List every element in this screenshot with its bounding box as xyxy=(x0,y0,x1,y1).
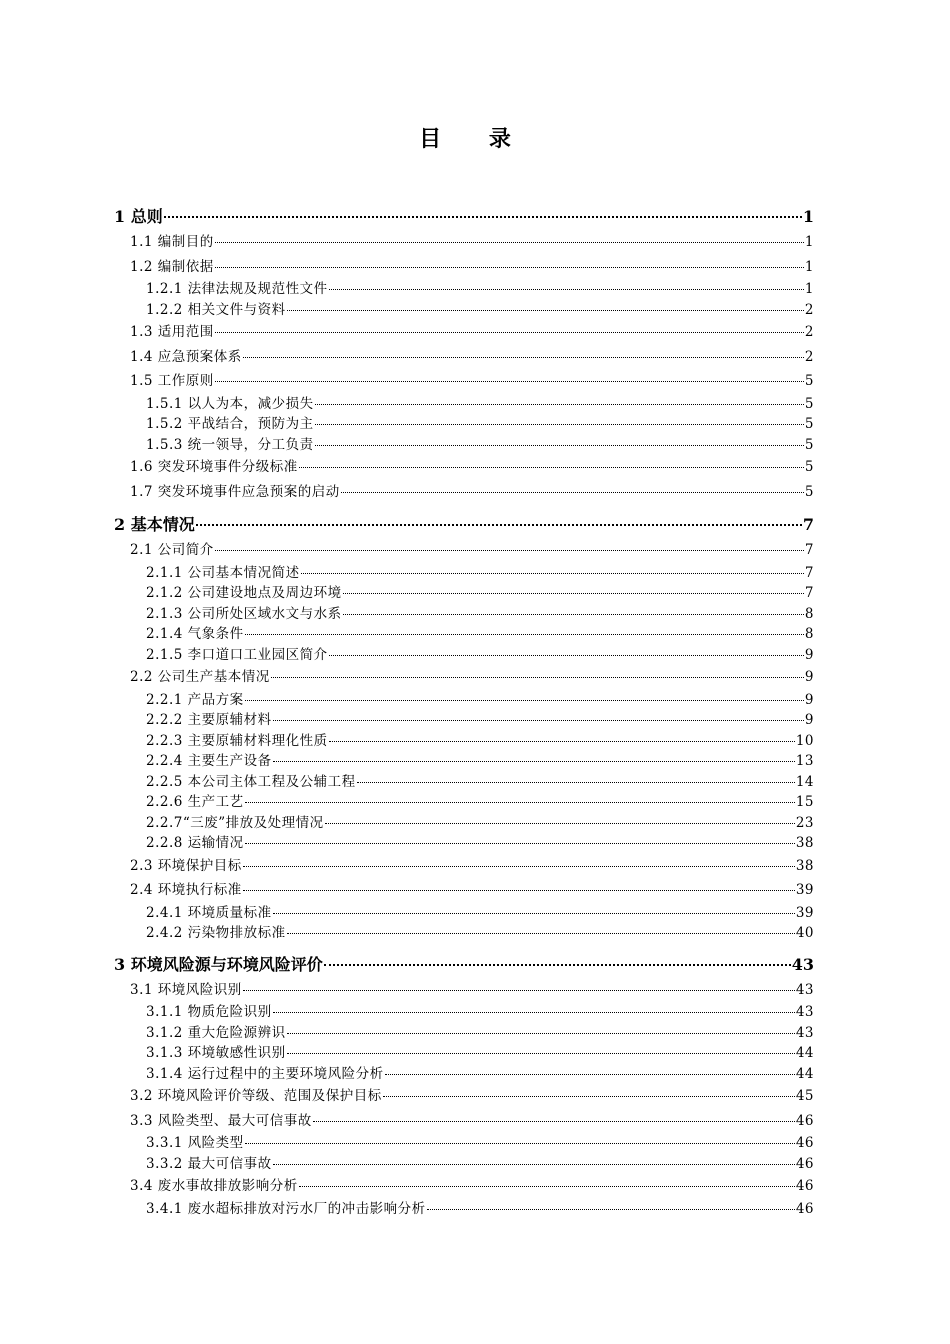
toc-page-number: 5 xyxy=(804,436,814,453)
toc-entry-level-1[interactable] xyxy=(114,952,814,978)
toc-page-number: 9 xyxy=(804,691,814,708)
toc-entry-title: 1.5.1 以人为本，减少损失 xyxy=(146,395,314,412)
toc-entry-title: 3 环境风险源与环境风险评价 xyxy=(114,954,323,974)
toc-dot-leader xyxy=(271,677,804,678)
toc-entry-level-2[interactable] xyxy=(114,1084,814,1109)
toc-page-number: 8 xyxy=(804,626,814,642)
toc-page-number: 43 xyxy=(791,954,814,974)
toc-page-number: 13 xyxy=(795,753,814,769)
toc-entry-level-3[interactable] xyxy=(114,604,814,625)
toc-entry-level-3[interactable] xyxy=(114,300,814,321)
toc-page-number: 5 xyxy=(804,395,814,412)
toc-entry-title: 1.5 工作原则 xyxy=(130,373,214,389)
toc-entry-level-2[interactable] xyxy=(114,1109,814,1134)
toc-entry-level-3[interactable] xyxy=(114,813,814,834)
toc-entry-level-3[interactable] xyxy=(114,772,814,793)
toc-page-number: 43 xyxy=(795,1004,814,1020)
toc-entry-level-2[interactable] xyxy=(114,480,814,505)
toc-dot-leader xyxy=(245,802,795,803)
toc-entry-level-3[interactable] xyxy=(114,1154,814,1175)
toc-entry-title: 2.2.4 主要生产设备 xyxy=(146,753,272,769)
toc-entry-level-2[interactable] xyxy=(114,538,814,563)
toc-entry-level-3[interactable] xyxy=(114,279,814,300)
toc-dot-leader xyxy=(329,655,804,656)
toc-dot-leader xyxy=(245,1143,795,1144)
toc-dot-leader xyxy=(299,1186,795,1187)
toc-entry-title: 3.3.2 最大可信事故 xyxy=(146,1155,272,1172)
toc-dot-leader xyxy=(215,332,804,333)
toc-dot-leader xyxy=(273,1012,795,1013)
toc-page-number: 1 xyxy=(802,207,814,226)
toc-dot-leader xyxy=(325,823,795,824)
toc-dot-leader xyxy=(287,1033,795,1034)
toc-dot-leader xyxy=(215,381,804,382)
toc-dot-leader xyxy=(164,216,802,218)
toc-entry-title: 1.5.3 统一领导，分工负责 xyxy=(146,436,314,453)
toc-page-number: 2 xyxy=(804,348,814,365)
toc-entry-title: 3.1.2 重大危险源辨识 xyxy=(146,1024,286,1041)
toc-entry-level-3[interactable] xyxy=(114,731,814,752)
toc-page-number: 7 xyxy=(804,564,814,581)
toc-entry-title: 2.2.5 本公司主体工程及公辅工程 xyxy=(146,773,356,790)
toc-entry-level-1[interactable] xyxy=(114,204,814,230)
toc-entry-level-3[interactable] xyxy=(114,1023,814,1044)
toc-page-number: 1 xyxy=(804,281,814,297)
toc-page-number: 7 xyxy=(804,542,814,558)
toc-entry-level-3[interactable] xyxy=(114,435,814,456)
toc-entry-level-2[interactable] xyxy=(114,854,814,879)
toc-entry-title: 1.2 编制依据 xyxy=(130,258,214,275)
toc-dot-leader xyxy=(329,289,804,290)
toc-entry-title: 2.1 公司简介 xyxy=(130,542,214,558)
toc-entry-level-3[interactable] xyxy=(114,710,814,731)
toc-entry-level-2[interactable] xyxy=(114,320,814,345)
toc-page-number: 39 xyxy=(795,882,814,898)
toc-page-number: 44 xyxy=(795,1045,814,1061)
toc-entry-title: 2.2.2 主要原辅材料 xyxy=(146,712,272,728)
toc-page-number: 14 xyxy=(795,773,814,790)
toc-dot-leader xyxy=(385,1074,795,1075)
toc-entry-level-2[interactable] xyxy=(114,255,814,280)
toc-page-number: 5 xyxy=(804,416,814,432)
toc-dot-leader xyxy=(315,404,804,405)
toc-entry-title: 1.4 应急预案体系 xyxy=(130,348,242,365)
toc-entry-title: 1.6 突发环境事件分级标准 xyxy=(130,459,298,475)
toc-entry-level-2[interactable] xyxy=(114,978,814,1003)
toc-page-number: 38 xyxy=(795,857,814,874)
toc-page-number: 7 xyxy=(802,515,814,534)
toc-dot-leader xyxy=(313,1121,795,1122)
toc-page-number: 46 xyxy=(795,1178,814,1194)
toc-entry-level-3[interactable] xyxy=(114,583,814,604)
toc-page-number: 5 xyxy=(804,483,814,500)
toc-entry-title: 1.2.2 相关文件与资料 xyxy=(146,301,286,318)
toc-page-number: 38 xyxy=(795,835,814,851)
toc-entry-level-3[interactable] xyxy=(114,414,814,435)
toc-entry-title: 3.4 废水事故排放影响分析 xyxy=(130,1178,298,1194)
toc-dot-leader xyxy=(243,357,804,358)
toc-page-number: 46 xyxy=(795,1200,814,1217)
toc-dot-leader xyxy=(245,700,804,701)
toc-entry-level-2[interactable] xyxy=(114,1174,814,1199)
toc-dot-leader xyxy=(299,467,804,468)
toc-page-number: 5 xyxy=(804,373,814,389)
toc-entry-level-2[interactable] xyxy=(114,345,814,370)
toc-dot-leader xyxy=(243,890,795,891)
toc-dot-leader xyxy=(273,720,804,721)
toc-dot-leader xyxy=(315,445,804,446)
toc-page-number: 10 xyxy=(795,732,814,749)
toc-entry-title: 3.1.4 运行过程中的主要环境风险分析 xyxy=(146,1065,384,1082)
toc-page-number: 43 xyxy=(795,1024,814,1041)
toc-entry-title: 1.2.1 法律法规及规范性文件 xyxy=(146,281,328,297)
toc-entry-title: 2.1.5 李口道口工业园区简介 xyxy=(146,646,328,663)
toc-dot-leader xyxy=(324,964,791,966)
toc-entry-level-3[interactable] xyxy=(114,394,814,415)
toc-entry-level-3[interactable] xyxy=(114,1133,814,1154)
toc-dot-leader xyxy=(383,1096,795,1097)
toc-entry-level-2[interactable] xyxy=(114,369,814,394)
toc-entry-level-3[interactable] xyxy=(114,624,814,645)
toc-entry-level-3[interactable] xyxy=(114,690,814,711)
toc-entry-level-3[interactable] xyxy=(114,751,814,772)
toc-page-number: 46 xyxy=(795,1135,814,1151)
table-of-contents xyxy=(114,204,814,1219)
toc-entry-title: 2.4.2 污染物排放标准 xyxy=(146,925,286,941)
toc-dot-leader xyxy=(287,933,795,934)
toc-entry-title: 2 基本情况 xyxy=(114,515,195,534)
toc-entry-level-1[interactable] xyxy=(114,512,814,538)
toc-entry-level-3[interactable] xyxy=(114,833,814,854)
toc-entry-title: 3.3 风险类型、最大可信事故 xyxy=(130,1112,312,1129)
toc-dot-leader xyxy=(243,990,795,991)
toc-dot-leader xyxy=(196,524,802,526)
toc-page-number: 9 xyxy=(804,646,814,663)
toc-page-number: 9 xyxy=(804,712,814,728)
toc-dot-leader xyxy=(329,741,795,742)
toc-page-number: 1 xyxy=(804,258,814,275)
toc-dot-leader xyxy=(357,782,795,783)
toc-page-number: 23 xyxy=(795,814,814,831)
toc-page-number: 1 xyxy=(804,234,814,250)
toc-dot-leader xyxy=(343,614,804,615)
toc-page-number: 46 xyxy=(795,1155,814,1172)
toc-entry-level-2[interactable] xyxy=(114,230,814,255)
toc-entry-title: 2.2.7“三废”排放及处理情况 xyxy=(146,814,324,831)
toc-dot-leader xyxy=(245,843,795,844)
toc-entry-title: 1.5.2 平战结合，预防为主 xyxy=(146,416,314,432)
toc-dot-leader xyxy=(287,310,804,311)
toc-page-number: 5 xyxy=(804,459,814,475)
toc-dot-leader xyxy=(341,492,804,493)
toc-dot-leader xyxy=(245,634,804,635)
toc-page-number: 44 xyxy=(795,1065,814,1082)
toc-entry-title: 2.2.8 运输情况 xyxy=(146,835,244,851)
toc-dot-leader xyxy=(243,866,795,867)
toc-entry-title: 2.2.3 主要原辅材料理化性质 xyxy=(146,732,328,749)
toc-dot-leader xyxy=(301,573,804,574)
toc-entry-title: 2.1.2 公司建设地点及周边环境 xyxy=(146,585,342,601)
toc-dot-leader xyxy=(273,913,795,914)
toc-entry-title: 2.2.1 产品方案 xyxy=(146,691,244,708)
page-title: 目 录 xyxy=(419,127,531,152)
toc-dot-leader xyxy=(215,550,804,551)
toc-entry-level-2[interactable] xyxy=(114,665,814,690)
toc-page-number: 43 xyxy=(795,981,814,998)
toc-entry-title: 3.1.1 物质危险识别 xyxy=(146,1004,272,1020)
toc-entry-title: 2.2.6 生产工艺 xyxy=(146,794,244,810)
toc-entry-level-3[interactable] xyxy=(114,1002,814,1023)
toc-entry-level-3[interactable] xyxy=(114,645,814,666)
toc-entry-title: 2.2 公司生产基本情况 xyxy=(130,669,270,685)
toc-page-number: 2 xyxy=(804,324,814,340)
toc-dot-leader xyxy=(273,1164,795,1165)
toc-entry-level-3[interactable] xyxy=(114,1199,814,1220)
toc-dot-leader xyxy=(215,267,804,268)
toc-dot-leader xyxy=(427,1209,795,1210)
toc-entry-title: 1.1 编制目的 xyxy=(130,234,214,250)
toc-page-number: 39 xyxy=(795,904,814,921)
toc-entry-title: 2.1.4 气象条件 xyxy=(146,626,244,642)
toc-page-number: 46 xyxy=(795,1112,814,1129)
toc-dot-leader xyxy=(343,593,804,594)
toc-dot-leader xyxy=(287,1053,795,1054)
toc-dot-leader xyxy=(315,424,804,425)
toc-entry-title: 2.4 环境执行标准 xyxy=(130,882,242,898)
toc-entry-title: 3.2 环境风险评价等级、范围及保护目标 xyxy=(130,1088,382,1104)
toc-entry-title: 2.3 环境保护目标 xyxy=(130,857,242,874)
toc-entry-level-3[interactable] xyxy=(114,903,814,924)
toc-entry-title: 2.4.1 环境质量标准 xyxy=(146,904,272,921)
toc-page-number: 40 xyxy=(795,925,814,941)
toc-entry-title: 3.4.1 废水超标排放对污水厂的冲击影响分析 xyxy=(146,1200,426,1217)
toc-entry-level-3[interactable] xyxy=(114,792,814,813)
toc-entry-title: 3.1.3 环境敏感性识别 xyxy=(146,1045,286,1061)
toc-entry-level-3[interactable] xyxy=(114,563,814,584)
toc-entry-level-2[interactable] xyxy=(114,455,814,480)
toc-entry-title: 3.3.1 风险类型 xyxy=(146,1135,244,1151)
toc-entry-level-2[interactable] xyxy=(114,878,814,903)
toc-entry-title: 2.1.3 公司所处区域水文与水系 xyxy=(146,605,342,622)
toc-page-number: 2 xyxy=(804,301,814,318)
toc-page-number: 9 xyxy=(804,669,814,685)
toc-entry-title: 1.7 突发环境事件应急预案的启动 xyxy=(130,483,340,500)
toc-entry-title: 1.3 适用范围 xyxy=(130,324,214,340)
toc-entry-level-3[interactable] xyxy=(114,1064,814,1085)
toc-entry-level-3[interactable] xyxy=(114,923,814,944)
toc-entry-title: 1 总则 xyxy=(114,207,163,226)
toc-entry-level-3[interactable] xyxy=(114,1043,814,1064)
toc-page-number: 7 xyxy=(804,585,814,601)
toc-entry-title: 2.1.1 公司基本情况简述 xyxy=(146,564,300,581)
toc-entry-title: 3.1 环境风险识别 xyxy=(130,981,242,998)
toc-page-number: 45 xyxy=(795,1088,814,1104)
toc-page-number: 15 xyxy=(795,794,814,810)
toc-page-number: 8 xyxy=(804,605,814,622)
toc-dot-leader xyxy=(273,761,795,762)
toc-dot-leader xyxy=(215,242,804,243)
